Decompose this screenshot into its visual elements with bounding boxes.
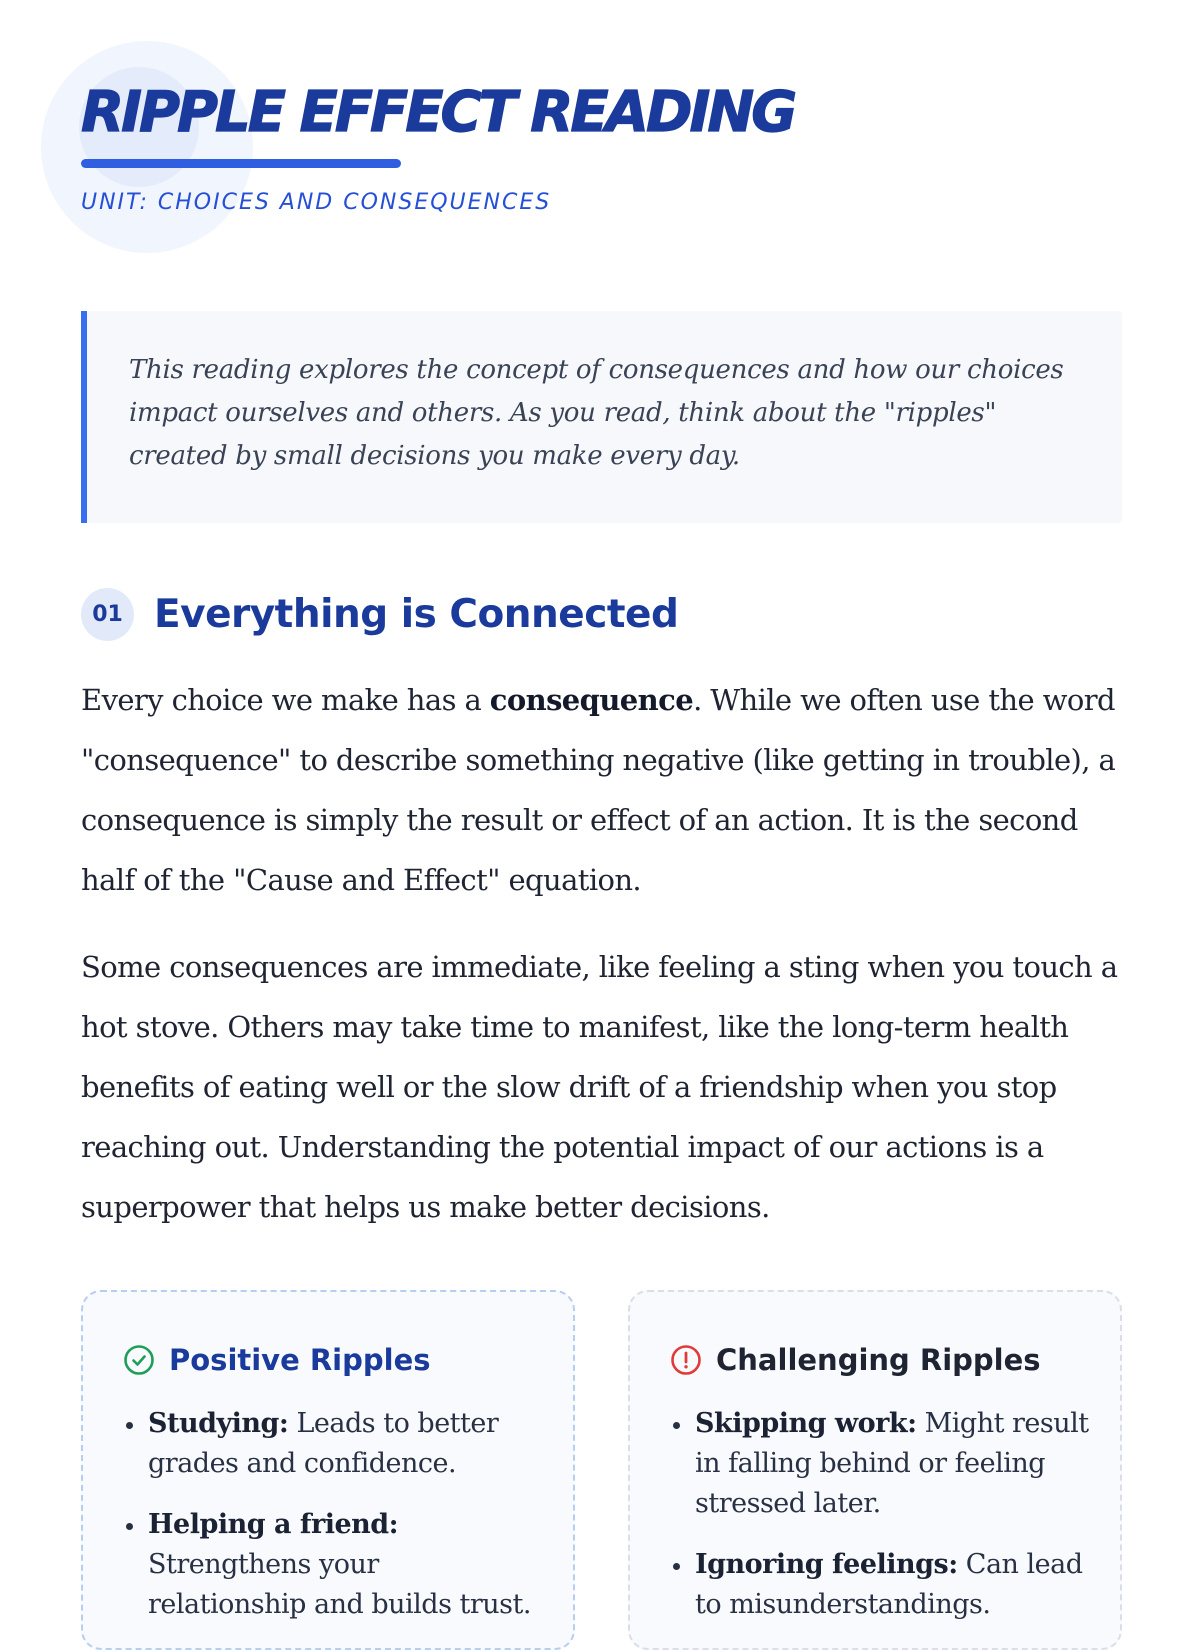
positive-card-title: Positive Ripples [169,1343,431,1377]
list-item-term: Ignoring feelings: [695,1549,958,1580]
check-circle-icon [123,1344,155,1376]
list-item [123,1404,543,1484]
section-title: Everything is Connected [154,592,679,637]
positive-card-header [123,1343,543,1377]
list-item-text: Might result in falling behind or feeling stressed later. [695,1408,1089,1519]
list-item-text: Strengthens your relationship and builds trust. [148,1549,531,1620]
list-item-text: Can lead to misunderstandings. [695,1549,1083,1620]
alert-circle-icon [670,1344,702,1376]
list-item-text: Leads to better grades and confidence. [148,1408,499,1479]
list-item-term: Studying: [148,1408,289,1439]
title-underline [81,159,401,168]
unit-subtitle: UNIT: CHOICES AND CONSEQUENCES [81,190,552,215]
list-item [670,1545,1090,1625]
positive-ripples-card [81,1290,575,1650]
paragraph-2: Some consequences are immediate, like feeling a sting when you touch a hot stove. Others may take time to manifest, like the long-term health benefits of eating well or the slow drift of a friendship when you stop reaching out. Understanding the potential impact of our actions is a superpower that helps us make better decisions. [81,950,1118,1224]
paragraph-1 [81,670,1126,910]
section-heading [81,588,678,641]
list-item [123,1505,543,1625]
challenging-list [670,1404,1090,1625]
positive-list [123,1404,543,1625]
challenging-ripples-card [628,1290,1122,1650]
intro-callout [81,311,1122,523]
page-title: RIPPLE EFFECT READING [81,80,795,145]
paragraph-1-end: . While we often use the word "consequence" to describe something negative (like getting in trouble), a consequence is simply the result or effect of an action. It is the second half of the "Cause and Effect" equation. [81,683,1116,897]
keyword-consequence: consequence [489,683,694,717]
list-item-term: Helping a friend: [148,1509,399,1540]
page-header [81,78,794,215]
challenging-card-header [670,1343,1090,1377]
challenging-card-title: Challenging Ripples [716,1343,1041,1377]
paragraph-1-start: Every choice we make has a [81,683,490,717]
list-item-term: Skipping work: [695,1408,917,1439]
list-item [670,1404,1090,1524]
intro-text: This reading explores the concept of consequences and how our choices impact ourselves and others. As you read, think about the "ripples" created by small decisions you make every day. [129,355,1064,471]
section-number-badge: 01 [81,588,134,641]
